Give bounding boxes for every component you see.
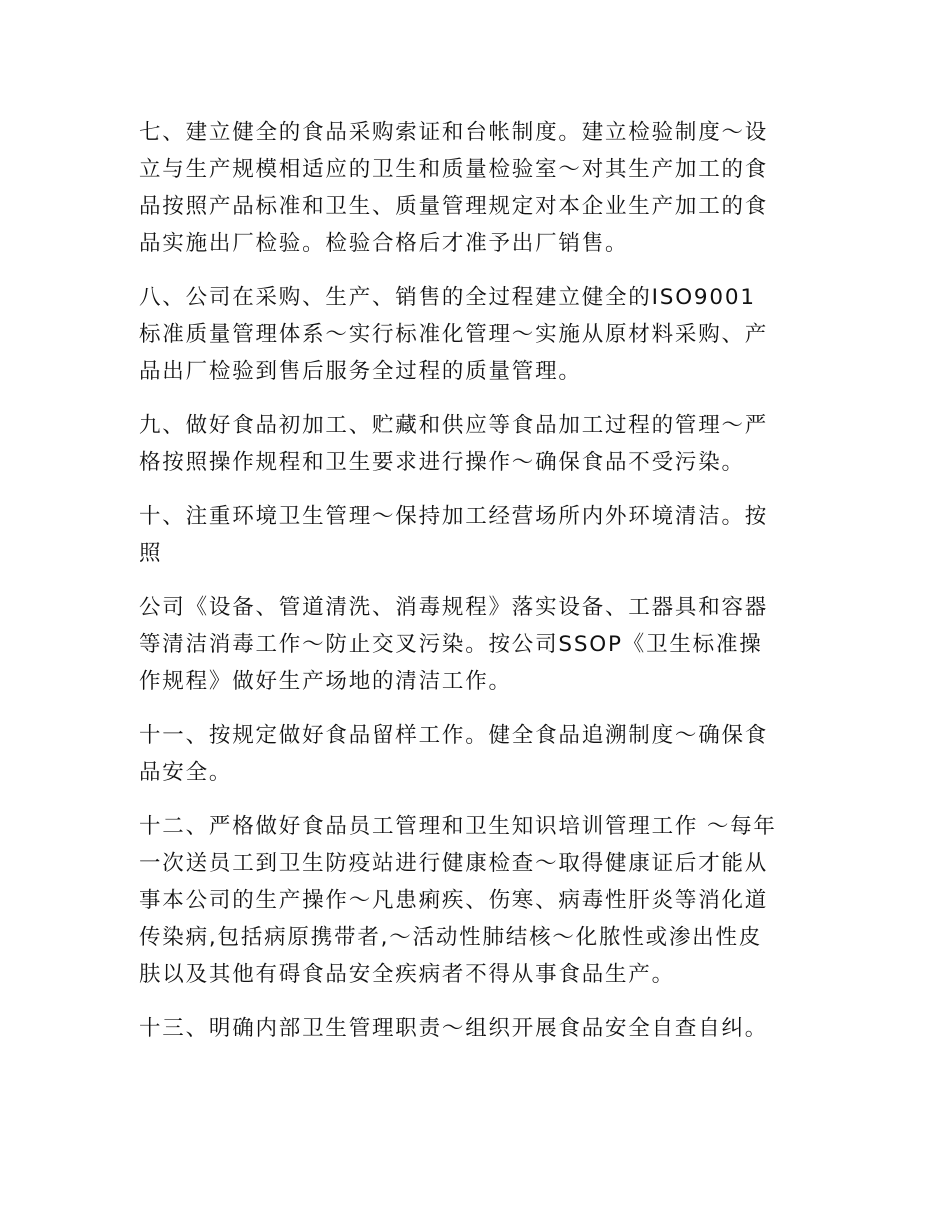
paragraph-7 [139, 114, 809, 262]
paragraph-line: 照 [139, 541, 163, 566]
paragraph-line: 十三、明确内部卫生管理职责～组织开展食品安全自查自纠。 [139, 1016, 769, 1041]
paragraph-line: 标准质量管理体系～实行标准化管理～实施从原材料采购、产 [139, 322, 769, 347]
paragraph-line: 一次送员工到卫生防疫站进行健康检查～取得健康证后才能从 [139, 851, 769, 876]
paragraph-line: 七、建立健全的食品采购索证和台帐制度。建立检验制度～设 [139, 120, 769, 145]
paragraph-13 [139, 1010, 809, 1047]
paragraph-line: 十、注重环境卫生管理～保持加工经营场所内外环境清洁。按 [139, 504, 769, 529]
paragraph-10-continued [139, 589, 809, 700]
paragraph-line: 十二、严格做好食品员工管理和卫生知识培训管理工作 ～每年 [139, 814, 777, 839]
paragraph-line: 品安全。 [139, 760, 233, 785]
paragraph-12 [139, 808, 809, 993]
paragraph-line: 八、公司在采购、生产、销售的全过程建立健全的ISO9001 [139, 285, 756, 310]
paragraph-line: 肤以及其他有碍食品安全疾病者不得从事食品生产。 [139, 962, 675, 987]
paragraph-10 [139, 498, 809, 572]
paragraph-9 [139, 407, 809, 481]
paragraph-line: 立与生产规模相适应的卫生和质量检验室～对其生产加工的食 [139, 157, 769, 182]
paragraph-line: 品按照产品标准和卫生、质量管理规定对本企业生产加工的食 [139, 194, 769, 219]
paragraph-11 [139, 717, 809, 791]
paragraph-line: 作规程》做好生产场地的清洁工作。 [139, 669, 512, 694]
document-body [139, 114, 809, 1064]
paragraph-line: 十一、按规定做好食品留样工作。健全食品追溯制度～确保食 [139, 723, 769, 748]
paragraph-line: 等清洁消毒工作～防止交叉污染。按公司SSOP《卫生标准操 [139, 632, 763, 657]
paragraph-line: 事本公司的生产操作～凡患痢疾、伤寒、病毒性肝炎等消化道 [139, 888, 769, 913]
paragraph-line: 格按照操作规程和卫生要求进行操作～确保食品不受污染。 [139, 450, 745, 475]
paragraph-8 [139, 279, 809, 390]
paragraph-line: 九、做好食品初加工、贮藏和供应等食品加工过程的管理～严 [139, 413, 769, 438]
paragraph-line: 品出厂检验到售后服务全过程的质量管理。 [139, 359, 582, 384]
paragraph-line: 品实施出厂检验。检验合格后才准予出厂销售。 [139, 231, 629, 256]
paragraph-line: 传染病,包括病原携带者,～活动性肺结核～化脓性或渗出性皮 [139, 925, 763, 950]
paragraph-line: 公司《设备、管道清洗、消毒规程》落实设备、工器具和容器 [139, 595, 769, 620]
